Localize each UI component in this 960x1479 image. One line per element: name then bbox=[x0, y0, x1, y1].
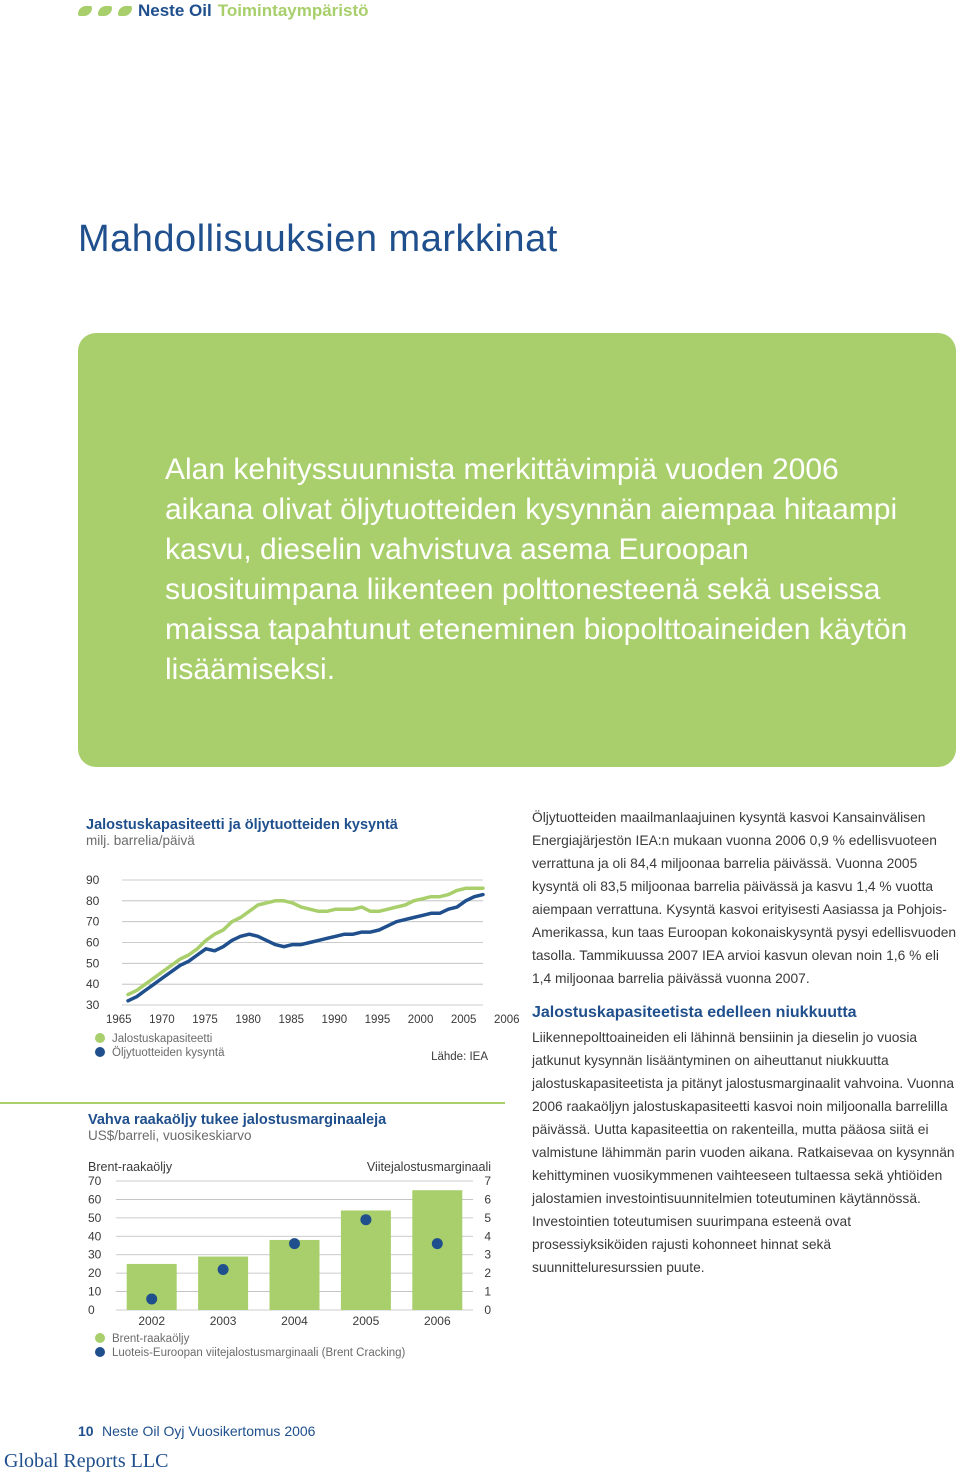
marker-point bbox=[289, 1238, 300, 1249]
bar bbox=[341, 1210, 391, 1310]
y-tick-label: 80 bbox=[86, 893, 100, 908]
y-left-tick-label: 70 bbox=[88, 1174, 102, 1188]
y-tick-label: 70 bbox=[86, 914, 100, 929]
bar bbox=[270, 1240, 320, 1310]
y-right-tick-label: 7 bbox=[484, 1174, 491, 1188]
bar bbox=[412, 1190, 462, 1310]
x-tick-label: 2005 bbox=[450, 1014, 477, 1026]
leaf-icon bbox=[98, 6, 112, 16]
x-tick-label: 2003 bbox=[209, 1314, 237, 1328]
x-tick-label: 1985 bbox=[278, 1014, 305, 1026]
x-tick-label: 1980 bbox=[235, 1014, 261, 1026]
y-right-tick-label: 6 bbox=[484, 1192, 491, 1207]
x-tick-label: 1975 bbox=[192, 1014, 218, 1026]
leaf-icon bbox=[78, 6, 92, 16]
page-title: Mahdollisuuksien markkinat bbox=[78, 218, 558, 260]
y-tick-label: 90 bbox=[86, 873, 100, 887]
legend-swatch bbox=[95, 1033, 105, 1043]
y-left-tick-label: 20 bbox=[88, 1266, 102, 1281]
chart2-bar-chart bbox=[78, 1155, 508, 1370]
legend-swatch bbox=[95, 1347, 105, 1357]
page-number: 10 bbox=[78, 1423, 94, 1439]
y-left-tick-label: 10 bbox=[88, 1284, 102, 1299]
y-tick-label: 60 bbox=[86, 935, 100, 950]
x-tick-label: 2004 bbox=[281, 1314, 308, 1328]
y-tick-label: 30 bbox=[86, 998, 100, 1012]
x-tick-label: 1965 bbox=[106, 1014, 132, 1026]
chart1-header bbox=[86, 817, 398, 848]
y-left-tick-label: 60 bbox=[88, 1192, 102, 1207]
x-tick-label: 2002 bbox=[138, 1314, 166, 1328]
marker-point bbox=[432, 1238, 443, 1249]
x-tick-label: 2000 bbox=[407, 1014, 434, 1026]
chart1-line-chart bbox=[78, 860, 520, 1070]
paragraph-2: Liikennepolttoaineiden eli lähinnä bensiinin ja dieselin jo vuosia jatkunut kysynnän lisääntyminen on aiheuttanut niukkuutta jalostuskapasiteetista ja pitänyt jalostusmarginaalit vahvoina. Vuonna 2006 raakaöljyn jalostuskapasiteetti kasvoi noin miljoonalla barrelilla päivässä. Uutta kapasiteettia on rakenteilla, mutta pääosa siitä ei valmistune lähimmän parin vuoden aikana. Ratkaisevaa on kysynnän kehittyminen vuosikymmenen vaihteeseen tultaessa sekä yhtiöiden jalostamien investointisuunnitelmien toteutuminen käytännössä. Investointien toteutumisen suurimpana esteenä ovat prosessiyksiköiden rajusti kohonneet hinnat sekä suunnitteluresurssien puute. bbox=[532, 1030, 955, 1275]
intro-text: Alan kehityssuunnista merkittävimpiä vuoden 2006 aikana olivat öljytuotteiden kysynnän aiempaa hitaampi kasvu, dieselin vahvistuva asema Euroopan suosituimpana liikenteen polttonesteenä sekä useissa maissa tapahtunut eteneminen biopolttoaineiden käytön lisäämiseksi. bbox=[165, 453, 908, 686]
x-tick-label: 1995 bbox=[364, 1014, 391, 1026]
leaf-icon bbox=[118, 6, 132, 16]
y-right-tick-label: 2 bbox=[484, 1266, 491, 1281]
right-axis-label: Viitejalostusmarginaali bbox=[366, 1160, 491, 1174]
legend-label: Jalostuskapasiteetti bbox=[112, 1033, 213, 1045]
series-line bbox=[128, 888, 483, 994]
y-left-tick-label: 50 bbox=[88, 1210, 102, 1225]
marker-point bbox=[218, 1264, 229, 1275]
legend-swatch bbox=[95, 1047, 105, 1057]
y-right-tick-label: 5 bbox=[484, 1210, 491, 1225]
chart2-header bbox=[88, 1112, 386, 1143]
y-left-tick-label: 0 bbox=[88, 1303, 95, 1317]
legend-label: Brent-raakaöljy bbox=[112, 1333, 190, 1345]
brand-name: Neste Oil bbox=[138, 1, 212, 20]
marker-point bbox=[146, 1293, 157, 1304]
page-header bbox=[78, 0, 369, 22]
y-right-tick-label: 0 bbox=[484, 1303, 491, 1317]
chart2-title: Vahva raakaöljy tukee jalostusmarginaaleja bbox=[88, 1112, 387, 1128]
section-name: Toimintaympäristö bbox=[217, 1, 369, 20]
legend-label: Luoteis-Euroopan viitejalostusmarginaali (Brent Cracking) bbox=[112, 1347, 406, 1359]
y-right-tick-label: 4 bbox=[484, 1229, 491, 1244]
watermark: Global Reports LLC bbox=[4, 1450, 169, 1472]
paragraph-1: Öljytuotteiden maailmanlaajuinen kysyntä kasvoi Kansainvälisen Energiajärjestön IEA:n mukaan vuonna 2006 0,9 % edellisvuoteen verrattuna ja oli 84,4 miljoonaa barrelia päivässä. Vuonna 2005 kysyntä oli 83,5 miljoonaa barrelia päivässä ja kasvu 1,4 % vuotta aiempaan verrattuna. Kysyntä kasvoi erityisesti Aasiassa ja Pohjois-Amerikassa, kun taas Euroopan kokonaiskysyntä pysyi edellisvuoden tasolla. Tammikuussa 2007 IEA arvioi kasvun olevan noin 1,6 % eli 1,4 miljoonaa barrelia päivässä vuonna 2007. bbox=[532, 810, 957, 986]
source-label: Lähde: IEA bbox=[431, 1051, 488, 1063]
legend-swatch bbox=[95, 1333, 105, 1343]
series-line bbox=[128, 895, 483, 1001]
chart1-subtitle: milj. barrelia/päivä bbox=[86, 833, 195, 848]
y-left-tick-label: 30 bbox=[88, 1247, 102, 1262]
x-tick-label: 2006 bbox=[423, 1314, 451, 1328]
y-right-tick-label: 3 bbox=[484, 1247, 491, 1262]
sub-heading: Jalostuskapasiteetista edelleen niukkuutta bbox=[532, 1004, 857, 1021]
left-axis-label: Brent-raakaöljy bbox=[88, 1160, 173, 1174]
footer-text: Neste Oil Oyj Vuosikertomus 2006 bbox=[102, 1423, 316, 1439]
x-tick-label: 1990 bbox=[321, 1014, 348, 1026]
x-tick-label: 2005 bbox=[352, 1314, 380, 1328]
right-column bbox=[532, 806, 957, 1279]
y-right-tick-label: 1 bbox=[484, 1284, 491, 1299]
y-left-tick-label: 40 bbox=[88, 1229, 102, 1244]
y-tick-label: 40 bbox=[86, 977, 100, 992]
chart2-subtitle: US$/barreli, vuosikeskiarvo bbox=[88, 1128, 252, 1143]
x-tick-label: 2006 bbox=[494, 1014, 520, 1026]
y-tick-label: 50 bbox=[86, 956, 100, 971]
legend-label: Öljytuotteiden kysyntä bbox=[112, 1047, 225, 1059]
chart-divider bbox=[0, 1102, 505, 1104]
marker-point bbox=[360, 1214, 371, 1225]
x-tick-label: 1970 bbox=[149, 1014, 175, 1026]
chart1-title: Jalostuskapasiteetti ja öljytuotteiden kysyntä bbox=[86, 817, 398, 833]
